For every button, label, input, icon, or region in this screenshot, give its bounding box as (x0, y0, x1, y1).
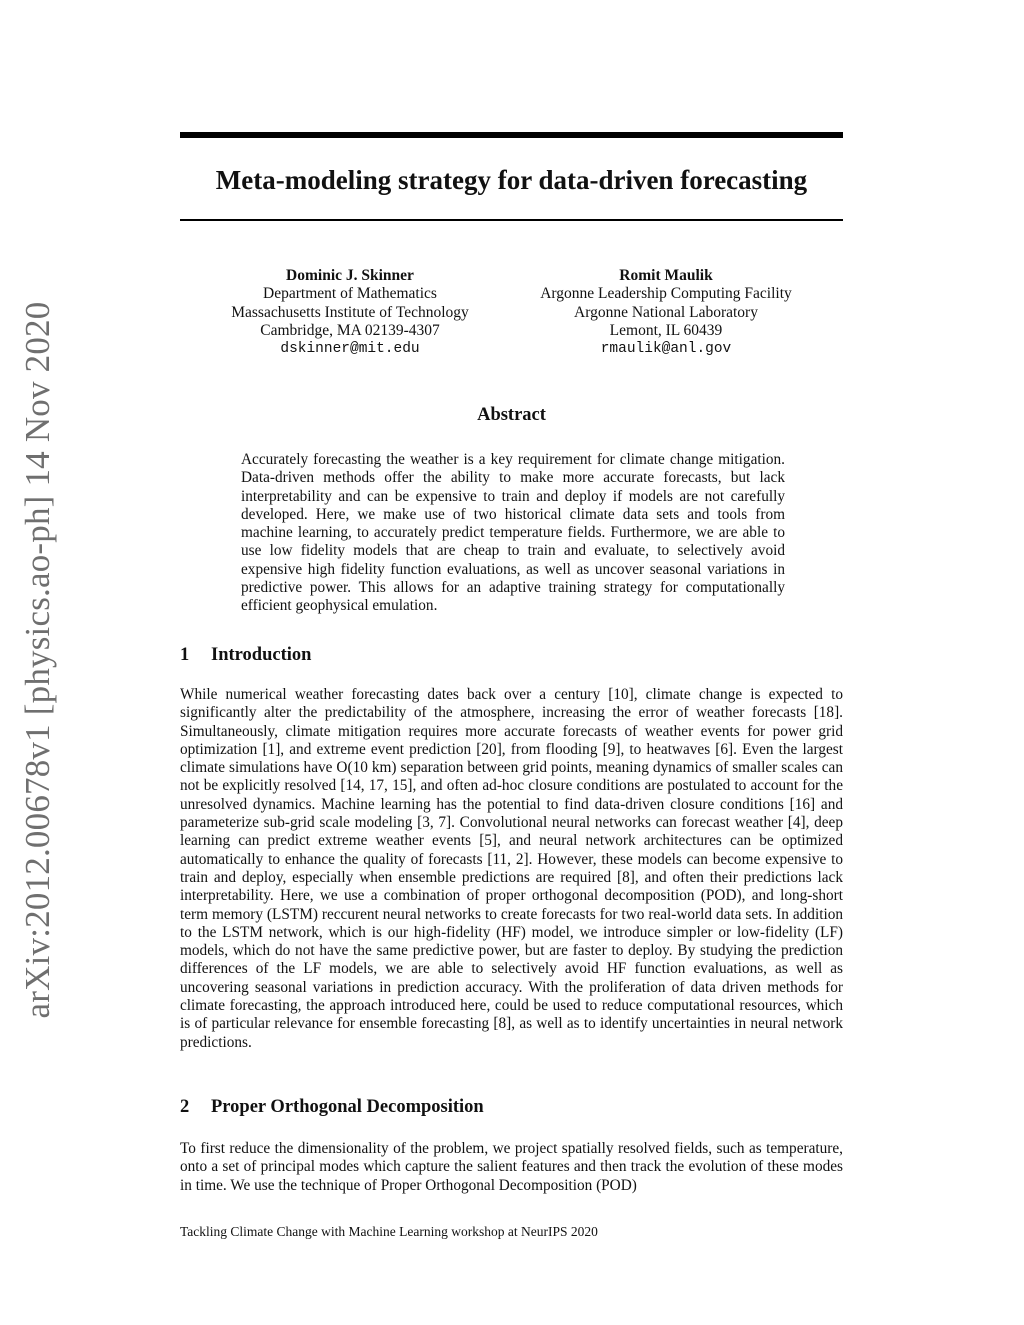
title-rule-top (180, 132, 843, 138)
author-block (516, 267, 816, 358)
author-institution: Massachusetts Institute of Technology (231, 303, 469, 321)
author-email: rmaulik@anl.gov (600, 341, 732, 358)
author-block (200, 267, 500, 358)
pod-paragraph: To first reduce the dimensionality of the problem, we project spatially resolved fields, such as temperature, onto a set of principal modes which capture the salient features and then track the evolution of these modes in time. We use the technique of Proper Orthogonal Decomposition (POD) (180, 1140, 843, 1194)
section-heading-pod (180, 1097, 843, 1118)
section-title: Introduction (211, 645, 312, 665)
paper-title: Meta-modeling strategy for data-driven forecasting (215, 165, 808, 195)
author-name: Romit Maulik (619, 267, 713, 284)
author-email: dskinner@mit.edu (280, 341, 420, 358)
author-department: Department of Mathematics (263, 285, 437, 303)
section-number: 1 (180, 645, 190, 665)
author-department: Argonne Leadership Computing Facility (540, 285, 792, 303)
section-title: Proper Orthogonal Decomposition (211, 1097, 484, 1117)
author-name: Dominic J. Skinner (286, 267, 414, 284)
introduction-paragraph: While numerical weather forecasting dates back over a century [10], climate change is expected to significantly alter the predictability of the atmosphere, increasing the error of weather forecasts [18]. Simultaneously, climate mitigation requires more accurate forecasts of weather events for power grid optimization [1], and extreme event prediction [20], from flooding [9], to heatwaves [6]. Even the largest climate simulations have O(10 km) separation between grid points, meaning dynamics of smaller scales can not be explicitly resolved [14, 17, 15], and often ad-hoc closure conditions are postulated to account for the unresolved dynamics. Machine learning has the potential to find data-driven closure conditions [16] and parameterize sub-grid scale modeling [3, 7]. Convolutional neural networks can forecast weather [4], deep learning can predict extreme weather events [5], and neural network architectures can be optimized automatically to enhance the quality of forecasts [11, 2]. However, these models can become expensive to train and deploy, especially when ensemble predictions are required [8], and often their predictions lack interpretability. Here, we use a combination of proper orthogonal decomposition (POD), and long-short term memory (LSTM) reccurent neural networks to create forecasts for two real-world data sets. In addition to the LSTM network, which is our high-fidelity (HF) model, we introduce simpler or low-fidelity (LF) models, which do not have the same predictive power, but are faster to deploy. By studying the prediction differences of the LF models, we are able to selectively avoid HF function evaluations, as well as uncovering seasonal variations in prediction accuracy. With the proliferation of data driven methods for climate forecasting, the approach introduced here, could be used to reduce computational resources, which is of particular relevance for ensemble forecasting [8], as well as to identify uncertainties in neural network predictions. (180, 686, 843, 1051)
title-rule-bottom (180, 219, 843, 221)
section-number: 2 (180, 1097, 190, 1117)
author-address: Cambridge, MA 02139-4307 (260, 321, 440, 339)
section-heading-introduction (180, 645, 843, 666)
abstract-text: Accurately forecasting the weather is a key requirement for climate change mitigation. Data-driven methods offer the ability to make more accurate forecasts, but lack interpretability and can be expensive to train and deploy if models are not carefully developed. Here, we make use of two historical climate data sets and tools from machine learning, to accurately predict temperature fields. Furthermore, we are able to use low fidelity models that are cheap to train and evaluate, to selectively avoid expensive high fidelity function evaluations, as well as uncover seasonal variations in predictive power. This allows for an adaptive training strategy for computationally efficient geophysical emulation. (241, 451, 785, 615)
arxiv-identifier: arXiv:2012.00678v1 [physics.ao-ph] 14 Nov 2020 (18, 301, 57, 1019)
abstract-heading: Abstract (477, 405, 546, 425)
author-institution: Argonne National Laboratory (574, 303, 758, 321)
workshop-footnote: Tackling Climate Change with Machine Learning workshop at NeurIPS 2020 (180, 1224, 598, 1239)
author-address: Lemont, IL 60439 (609, 321, 723, 339)
